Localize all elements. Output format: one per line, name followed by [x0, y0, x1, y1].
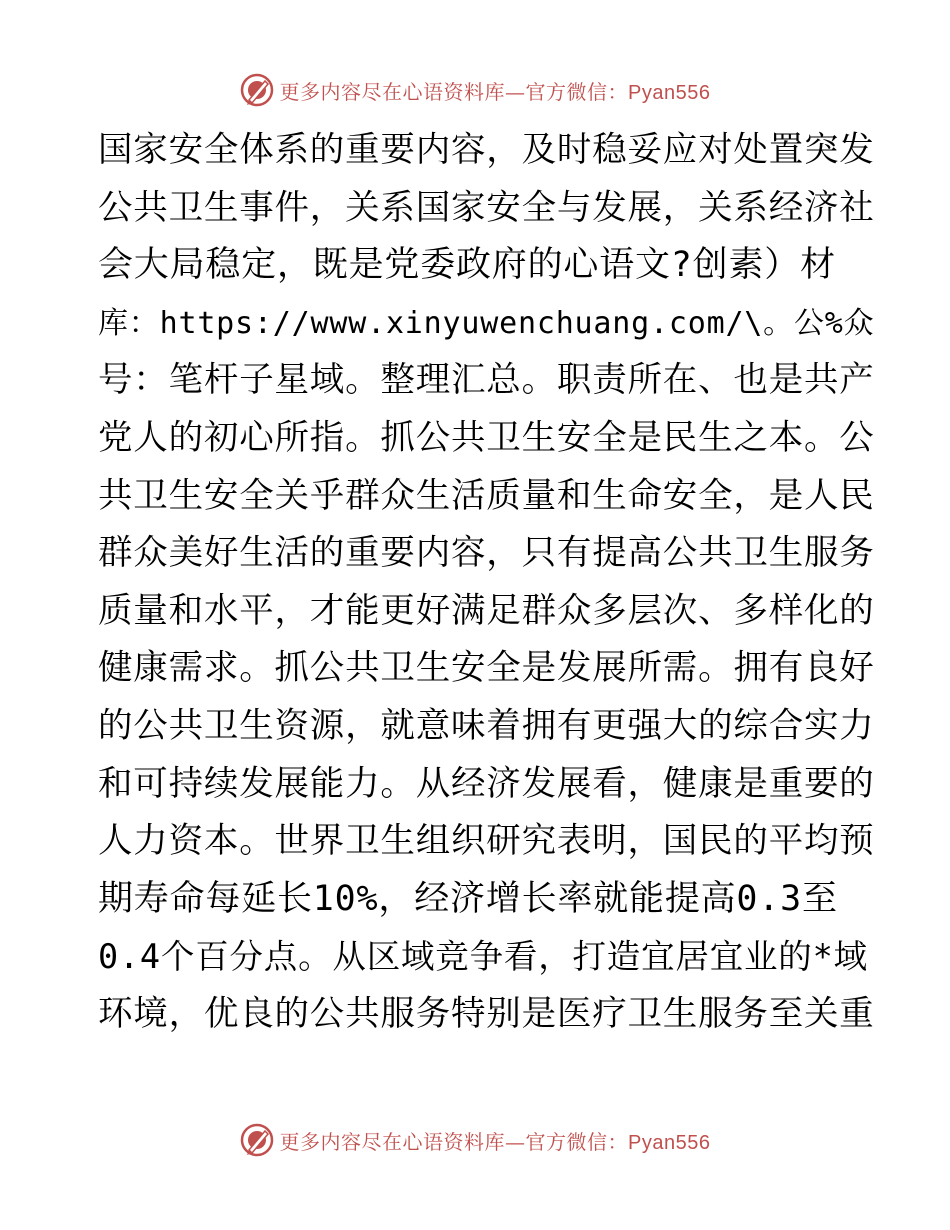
text-line: 健康需求。抓公共卫生安全是发展所需。拥有良好	[98, 648, 875, 689]
text-line: 群众美好生活的重要内容，只有提高公共卫生服务	[98, 533, 875, 574]
text-line: 期寿命每延长10%，经济增长率就能提高0.3至	[98, 878, 838, 919]
banner-text	[280, 76, 711, 105]
banner-label: 更多内容尽在心语资料库—官方微信：	[279, 79, 629, 104]
text-line: 人力资本。世界卫生组织研究表明，国民的平均预	[98, 821, 875, 862]
banner-wechat-id: Pyan556	[628, 81, 711, 104]
text-line: 和可持续发展能力。从经济发展看，健康是重要的	[98, 763, 875, 804]
footer-wechat-id: Pyan556	[628, 1131, 711, 1154]
document-body	[98, 122, 878, 1044]
text-line: 质量和水平，才能更好满足群众多层次、多样化的	[98, 590, 875, 631]
text-line: 库：https://www.xinyuwenchuang.com/\。公%众	[98, 305, 875, 341]
text-line: 公共卫生事件，关系国家安全与发展，关系经济社	[98, 187, 875, 228]
text-line: 共卫生安全关乎群众生活质量和生命安全，是人民	[98, 475, 875, 516]
footer-banner-text	[280, 1126, 711, 1155]
header-banner	[0, 70, 950, 110]
pen-logo-icon	[240, 73, 274, 107]
text-line: 环境，优良的公共服务特别是医疗卫生服务至关重	[98, 993, 875, 1034]
text-line: 会大局稳定，既是党委政府的心语文?创素）材	[98, 245, 836, 286]
text-line: 号：笔杆子星域。整理汇总。职责所在、也是共产	[98, 360, 875, 401]
footer-banner	[0, 1120, 950, 1160]
text-line: 的公共卫生资源，就意味着拥有更强大的综合实力	[98, 705, 875, 746]
text-line: 0.4个百分点。从区域竞争看，打造宜居宜业的*域	[98, 937, 868, 977]
text-line: 党人的初心所指。抓公共卫生安全是民生之本。公	[98, 417, 875, 458]
pen-logo-icon	[240, 1123, 274, 1157]
text-line: 国家安全体系的重要内容，及时稳妥应对处置突发	[98, 130, 875, 170]
footer-banner-label: 更多内容尽在心语资料库—官方微信：	[279, 1129, 629, 1154]
